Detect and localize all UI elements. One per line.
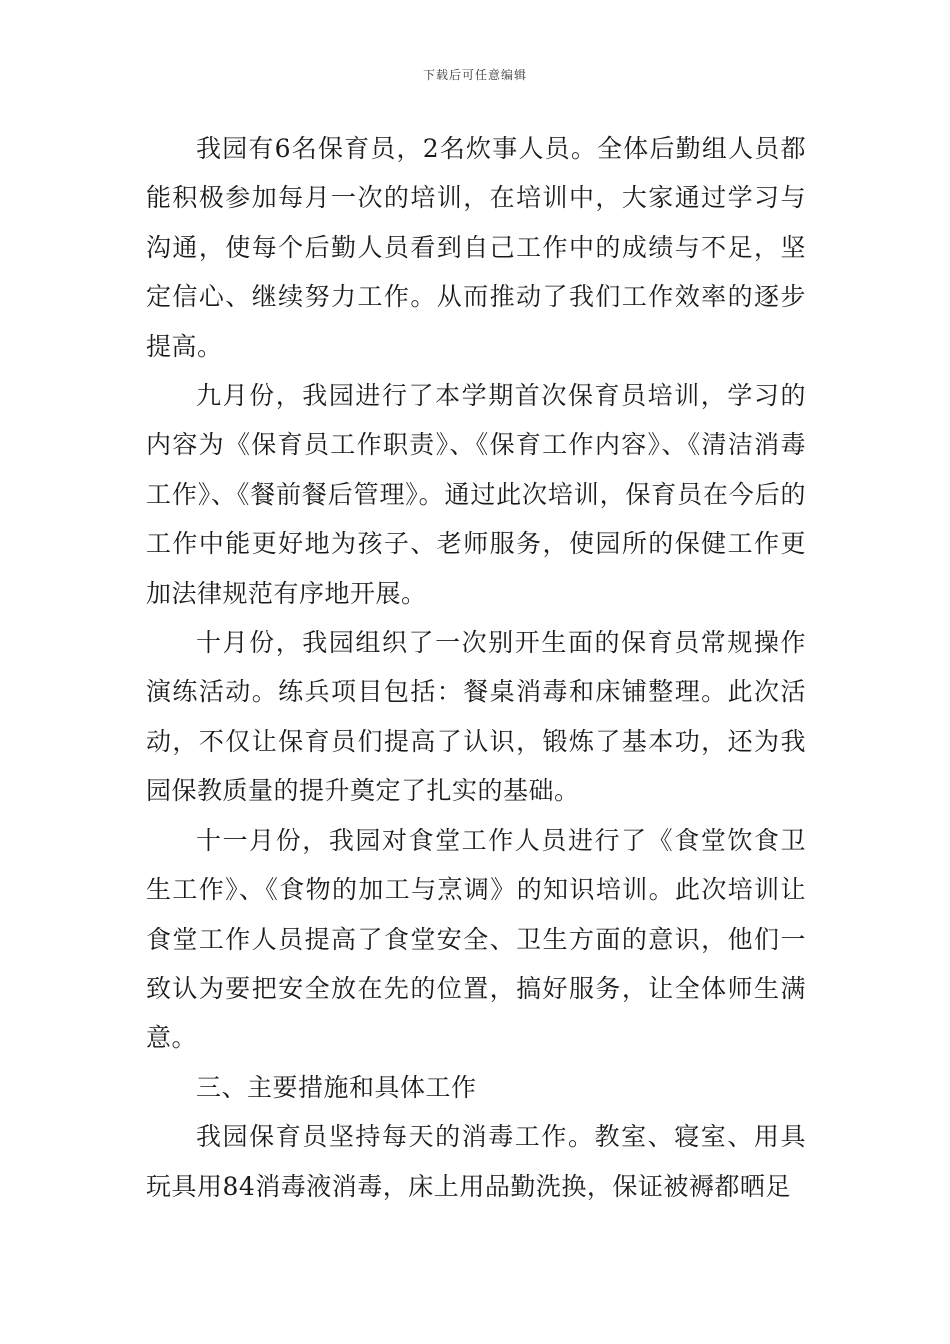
- section-heading: 三、主要措施和具体工作: [196, 1072, 477, 1102]
- paragraph-disinfection: 我园保育员坚持每天的消毒工作。教室、寝室、用具玩具用84消毒液消毒，床上用品勤洗换，保证被褥都晒足: [146, 1122, 806, 1201]
- document-body: [146, 124, 806, 1211]
- paragraph-september: 九月份，我园进行了本学期首次保育员培训，学习的内容为《保育员工作职责》、《保育工作内容》、《清洁消毒工作》、《餐前餐后管理》。通过此次培训，保育员在今后的工作中能更好地为孩子、老师服务，使园所的保健工作更加法律规范有序地开展。: [146, 381, 806, 608]
- paragraph-staff-training: 我园有6名保育员，2名炊事人员。全体后勤组人员都能积极参加每月一次的培训，在培训中，大家通过学习与沟通，使每个后勤人员看到自己工作中的成绩与不足，坚定信心、继续努力工作。从而推动了我们工作效率的逐步提高。: [146, 134, 806, 361]
- paragraph-november: 十一月份，我园对食堂工作人员进行了《食堂饮食卫生工作》、《食物的加工与烹调》的知识培训。此次培训让食堂工作人员提高了食堂安全、卫生方面的意识，他们一致认为要把安全放在先的位置，搞好服务，让全体师生满意。: [146, 825, 806, 1053]
- header-note: 下载后可任意编辑: [422, 68, 527, 82]
- paragraph-october: 十月份，我园组织了一次别开生面的保育员常规操作演练活动。练兵项目包括：餐桌消毒和床铺整理。此次活动，不仅让保育员们提高了认识，锻炼了基本功，还为我园保教质量的提升奠定了扎实的基础。: [146, 628, 806, 806]
